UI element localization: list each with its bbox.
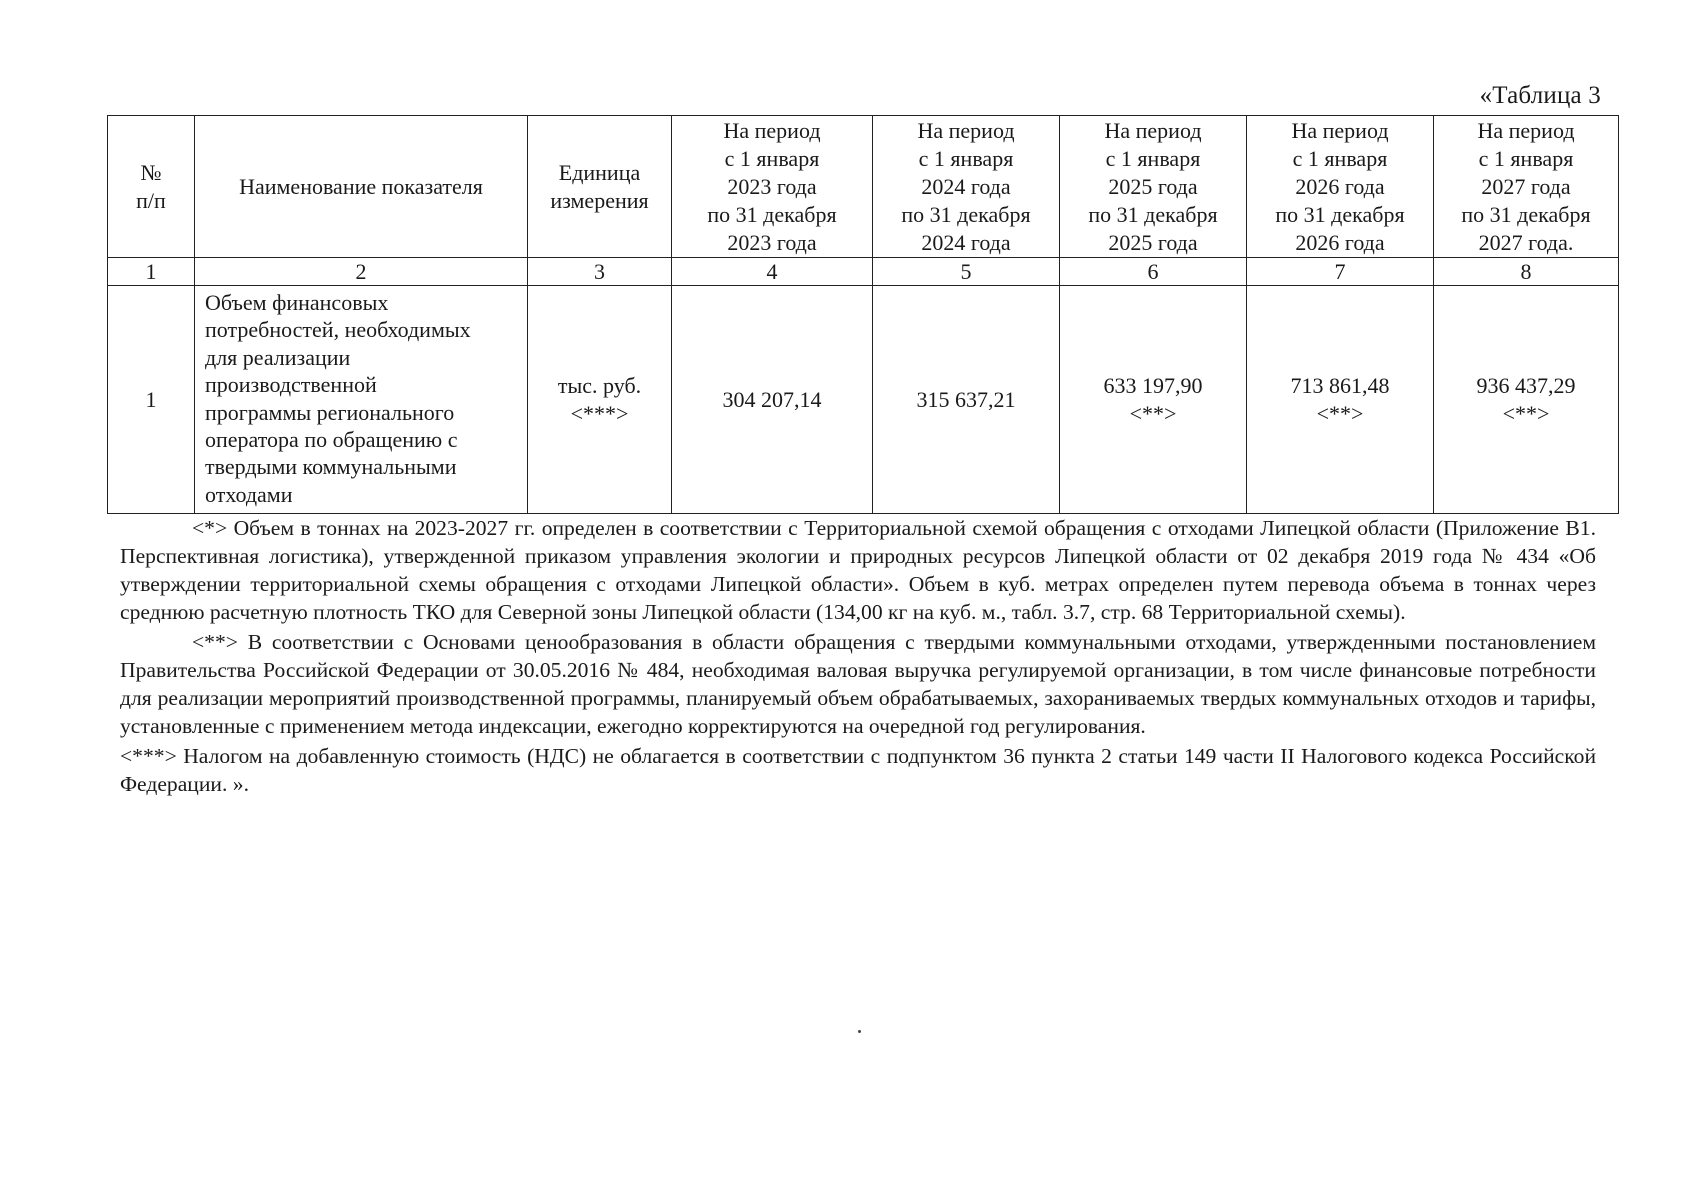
column-number: 2 [195, 258, 528, 286]
column-number: 4 [672, 258, 873, 286]
indicator-name: Объем финансовых потребностей, необходимых для реализации производственной программы регионального оператора по обращению с твердыми коммунальными отходами [195, 286, 528, 514]
header-indicator-name: Наименование показателя [195, 116, 528, 258]
column-numbers-row [108, 258, 1619, 286]
unit-value: тыс. руб. <***> [528, 286, 672, 514]
value-2027: 936 437,29 <**> [1434, 286, 1619, 514]
header-period-2024: На период с 1 января 2024 года по 31 декабря 2024 года [873, 116, 1060, 258]
table-header-row [108, 116, 1619, 258]
column-number: 5 [873, 258, 1060, 286]
value-2026: 713 861,48 <**> [1247, 286, 1434, 514]
header-number: № п/п [108, 116, 195, 258]
scan-speck [858, 1030, 861, 1033]
footnote-volume: <*> Объем в тоннах на 2023-2027 гг. определен в соответствии с Территориальной схемой обращения с отходами Липецкой области (Приложение В1. Перспективная логистика), утвержденной приказом управления экологии и природных ресурсов Липецкой области от 02 декабря 2019 года № 434 «Об утверждении территориальной схемы обращения с отходами Липецкой области». Объем в куб. метрах определен путем перевода объема в тоннах через среднюю расчетную плотность ТКО для Северной зоны Липецкой области (134,00 кг на куб. м., табл. 3.7, стр. 68 Территориальной схемы). [120, 516, 1596, 624]
column-number: 7 [1247, 258, 1434, 286]
value-2025: 633 197,90 <**> [1060, 286, 1247, 514]
table-caption: «Таблица 3 [1479, 82, 1601, 109]
column-number: 8 [1434, 258, 1619, 286]
header-unit: Единица измерения [528, 116, 672, 258]
value-2024: 315 637,21 [873, 286, 1060, 514]
footnote-pricing: <**> В соответствии с Основами ценообразования в области обращения с твердыми коммунальными отходами, утвержденными постановлением Правительства Российской Федерации от 30.05.2016 № 484, необходимая валовая выручка регулируемой организации, в том числе финансовые потребности для реализации мероприятий производственной программы, планируемый объем обрабатываемых, захораниваемых твердых коммунальных отходов и тарифы, установленные с применением метода индексации, ежегодно корректируются на очередной год регулирования. [120, 630, 1596, 738]
header-period-2023: На период с 1 января 2023 года по 31 декабря 2023 года [672, 116, 873, 258]
footnotes [120, 514, 1596, 798]
table-row [108, 286, 1619, 514]
header-period-2027: На период с 1 января 2027 года по 31 декабря 2027 года. [1434, 116, 1619, 258]
footnote-vat: <***> Налогом на добавленную стоимость (НДС) не облагается в соответствии с подпунктом 36 пункта 2 статьи 149 части II Налогового кодекса Российской Федерации. ». [120, 744, 1596, 796]
column-number: 6 [1060, 258, 1247, 286]
column-number: 1 [108, 258, 195, 286]
header-period-2025: На период с 1 января 2025 года по 31 декабря 2025 года [1060, 116, 1247, 258]
row-number: 1 [108, 286, 195, 514]
header-period-2026: На период с 1 января 2026 года по 31 декабря 2026 года [1247, 116, 1434, 258]
column-number: 3 [528, 258, 672, 286]
value-2023: 304 207,14 [672, 286, 873, 514]
financial-needs-table [107, 115, 1619, 514]
